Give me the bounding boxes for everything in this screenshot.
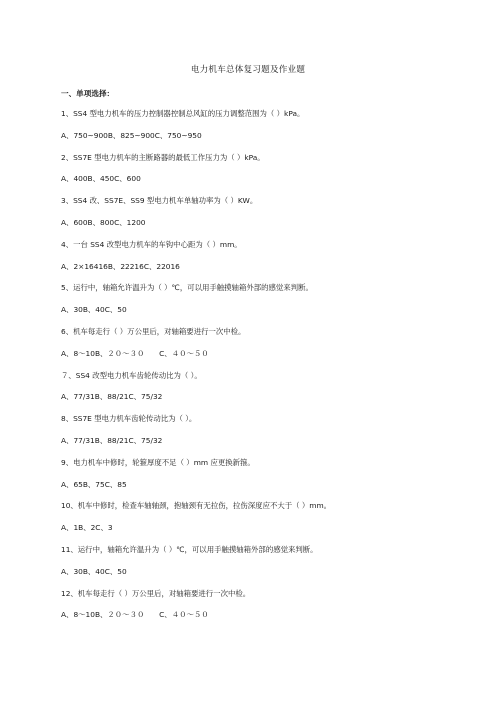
section-heading: 一、单项选择： xyxy=(61,89,115,98)
question-line: 6、机车每走行（ ）万公里后，对轴箱要进行一次中检。 xyxy=(61,326,246,336)
question-line: 5、运行中，轴箱允许温升为（ ）℃，可以用手触摸轴箱外部的感觉来判断。 xyxy=(61,283,313,293)
question-line: 10、机车中修时，检查车轴轴颈，抱轴颈有无拉伤，拉伤深度应不大于（ ）mm。 xyxy=(61,501,332,511)
question-line: 12、机车每走行（ ）万公里后，对轴箱要进行一次中检。 xyxy=(61,588,251,598)
question-line: 3、SS4 改、SS7E、SS9 型电力机车单轴功率为（ ）KW。 xyxy=(61,196,258,206)
options-line: A、1B、2C、3 xyxy=(61,523,113,533)
document-title: 电力机车总体复习题及作业题 xyxy=(190,65,306,75)
options-line: A、8～10B、２０～３０ C、４０～５０ xyxy=(61,610,209,620)
options-line: A、77/31B、88/21C、75/32 xyxy=(61,392,163,402)
options-line: A、65B、75C、85 xyxy=(61,479,127,489)
options-line: A、77/31B、88/21C、75/32 xyxy=(61,435,163,445)
question-line: ７、SS4 改型电力机车齿轮传动比为（ ）。 xyxy=(61,370,202,380)
options-line: A、30B、40C、50 xyxy=(61,566,127,576)
options-line: A、600B、800C、1200 xyxy=(61,217,146,227)
options-line: A、30B、40C、50 xyxy=(61,305,127,315)
question-line: 4、一台 SS4 改型电力机车的车钩中心距为（ ）mm。 xyxy=(61,239,242,249)
options-line: A、750~900B、825~900C、750~950 xyxy=(61,130,202,140)
question-line: 8、SS7E 型电力机车齿轮传动比为（ ）。 xyxy=(61,414,197,424)
options-line: A、400B、450C、600 xyxy=(61,174,141,184)
question-line: 11、运行中，轴箱允许温升为（ ）℃，可以用手触摸轴箱外部的感觉来判断。 xyxy=(61,544,318,554)
question-line: 2、SS7E 型电力机车的主断路器的最低工作压力为（ ）kPa。 xyxy=(61,152,265,162)
options-line: A、8～10B、２０～３０ C、４０～５０ xyxy=(61,348,209,358)
question-line: 9、电力机车中修时，轮箍厚度不足（ ）mm 应更换新箍。 xyxy=(61,457,255,467)
question-line: 1、SS4 型电力机车的压力控制器控制总风缸的压力调整范围为（ ）kPa。 xyxy=(61,109,305,118)
question-list xyxy=(61,108,461,631)
options-line: A、2×16416B、22216C、22016 xyxy=(61,261,180,271)
